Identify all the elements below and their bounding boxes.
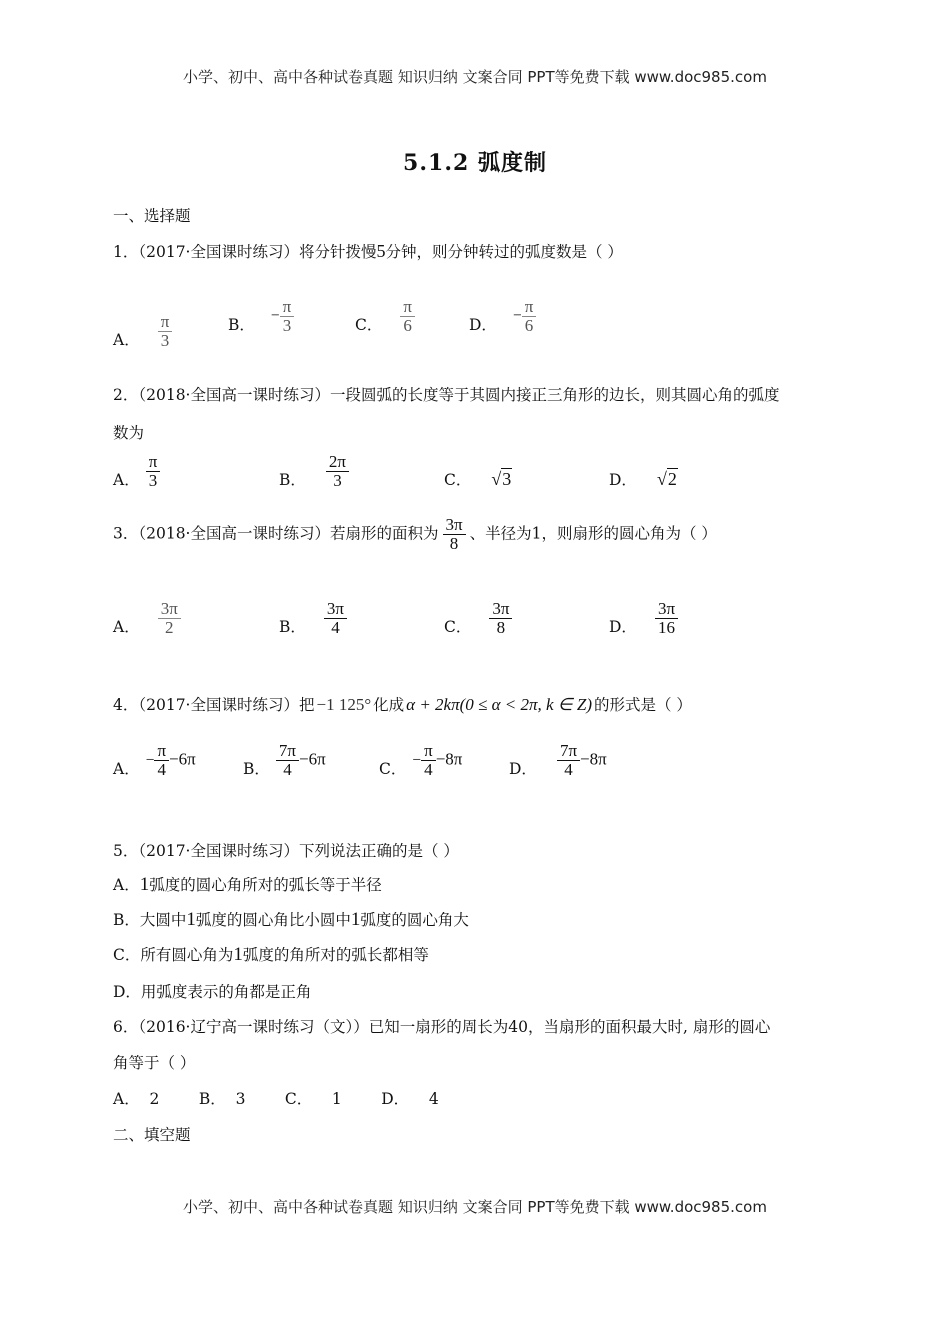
question-6-line-1: 6．（2016·辽宁高一课时练习（文））已知一扇形的周长为40，当扇形的面积最大时, 扇形的圆心 [113, 1018, 771, 1036]
q5-option-a: A．1弧度的圆心角所对的弧长等于半径 [113, 874, 382, 895]
q2-option-d: D． √2 [609, 469, 677, 489]
q1-option-c: C． $\frac{\pi}{6}$ [355, 298, 415, 335]
q1-suffix: 分钟，则分钟转过的弧度数是（ ） [385, 243, 623, 261]
question-4-stem: 4．（2017·全国课时练习）把 −1 125° 化成 α + 2kπ(0 ≤ α < 2π, k ∈ Z) 的形式是（ ） [113, 695, 692, 714]
section-heading-choice: 一、选择题 [113, 207, 191, 225]
q4-option-b: B． $\frac{7\pi}{4}$ −6π [243, 741, 326, 779]
question-6-line-2: 角等于（ ） [113, 1054, 196, 1072]
q4-option-c: C． − $\frac{\pi}{4}$ −8π [379, 741, 463, 779]
q5-option-c: C．所有圆心角为1弧度的角所对的弧长都相等 [113, 944, 429, 965]
question-1-stem [113, 240, 623, 262]
q1-option-a: A． $\frac{\pi}{3}$ [113, 298, 172, 350]
q1-option-b: B． − $\frac{\pi}{3}$ [228, 298, 294, 335]
q5-option-b: B．大圆中1弧度的圆心角比小圆中1弧度的圆心角大 [113, 909, 469, 930]
q2-option-c: C． √3 [444, 469, 512, 489]
q4-angle: −1 125° [316, 695, 372, 714]
q4-form: α + 2kπ(0 ≤ α < 2π, k ∈ Z) [406, 695, 592, 714]
q4-option-d: D． $\frac{7\pi}{4}$ −8π [509, 741, 607, 779]
q3-option-b: B． $\frac{3\pi}{4}$ [279, 600, 347, 637]
page-footer: 小学、初中、高中各种试卷真题 知识归纳 文案合同 PPT等免费下载 www.doc985.com [183, 1198, 767, 1216]
question-2-line-1: 2．（2018·全国高一课时练习）一段圆弧的长度等于其圆内接正三角形的边长，则其圆心角的弧度 [113, 386, 780, 404]
question-2-line-2: 数为 [113, 424, 145, 442]
section-heading-fill: 二、填空题 [113, 1126, 191, 1144]
q4-option-a: A． − $\frac{\pi}{4}$ −6π [113, 741, 196, 779]
q2-option-b: B． $\frac{2\pi}{3}$ [279, 453, 349, 490]
q5-option-d: D．用弧度表示的角都是正角 [113, 983, 312, 1001]
q1-prefix: 1．（2017·全国课时练习）将分针拨慢 [113, 243, 377, 261]
q2-option-a: A． $\frac{\pi}{3}$ [113, 453, 160, 490]
q3-option-d: D． $\frac{3\pi}{16}$ [609, 600, 678, 637]
question-3-stem: 3．（2018·全国高一课时练习）若扇形的面积为 $\frac{3\pi}{8}$ 、半径为1，则扇形的圆心角为（ ） [113, 515, 717, 553]
q6-options: A． 2 B． 3 C． 1 D． 4 [113, 1090, 439, 1108]
q3-option-c: C． $\frac{3\pi}{8}$ [444, 600, 512, 637]
q1-option-d: D． − $\frac{\pi}{6}$ [469, 298, 536, 335]
page-header: 小学、初中、高中各种试卷真题 知识归纳 文案合同 PPT等免费下载 www.doc985.com [183, 68, 767, 86]
q3-option-a: A． $\frac{3\pi}{2}$ [113, 600, 181, 637]
question-5-stem: 5．（2017·全国课时练习）下列说法正确的是（ ） [113, 842, 459, 860]
page-title: 5.1.2 弧度制 [403, 150, 547, 176]
q1-number: 5 [376, 241, 386, 261]
